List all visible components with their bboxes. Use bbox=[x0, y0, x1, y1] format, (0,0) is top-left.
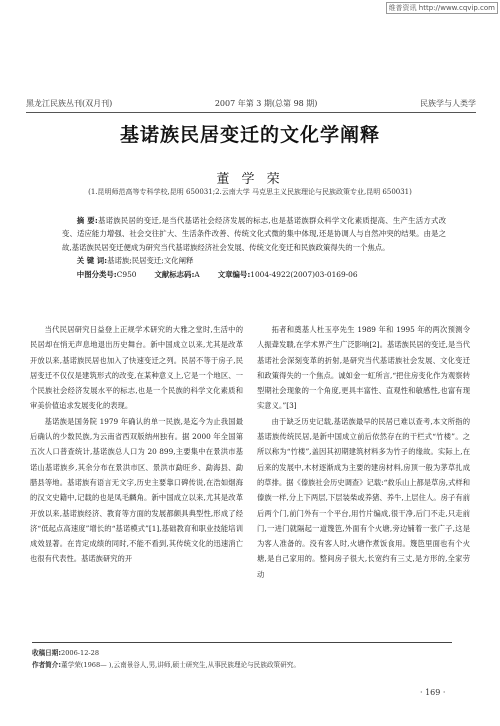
clc-value: C950 bbox=[116, 269, 137, 279]
keywords bbox=[62, 254, 446, 267]
running-header bbox=[26, 98, 476, 113]
watermark: 维普资讯 http://www.cqvip.com bbox=[386, 2, 498, 14]
classification-line bbox=[62, 268, 446, 281]
page-number: · 169 · bbox=[420, 688, 446, 697]
abstract-block bbox=[62, 214, 446, 281]
issue-info: 2007 年第 3 期(总第 98 期) bbox=[214, 99, 318, 108]
body-paragraph: 当代民居研究日益登上正规学术研究的大雅之堂时,生活中的民居却在悄无声息地退出历史舞台。新中国成立以来,尤其是改革开放以来,基诺族民居也加入了快速变迁之列。民居不等于房子,民居变迁不仅仅是建筑形式的改变,在某种意义上,它是一个地区、一个民族社会经济发展水平的标志,也是一个民族的科学文化素质和审美价值追求发展变化的表现。 bbox=[30, 325, 243, 411]
abstract bbox=[62, 214, 446, 254]
keywords-text: 基诺族;民居变迁;文化阐释 bbox=[107, 256, 194, 266]
body-paragraph: 基诺族是国务院 1979 年确认的单一民族,是迄今为止我国最后确认的少数民族,为云南省西双版纳州独有。据 2000 年全国第五次人口普查统计,基诺族总人口为 20 899,主要集中在景洪市基诺山基诺族乡,其余分布在景洪市区、景洪市勐旺乡、勐海县、勐腊县等地。基诺族有语言无文字,历史主要靠口碑传说,在浩如烟海的汉文史籍中,记载的也是凤毛麟角。新中国成立以来,尤其是改革开放以来,基诺族经济、教育等方面的发展都颇具典型性,形成了经济“低起点高速度”增长的“基诺模式”[1],基础教育和职业技能培训成效显著。在肯定成绩的同时,不能不看到,其传统文化的迅速消亡也很有代表性。基诺族研究的开 bbox=[30, 416, 243, 564]
body-columns bbox=[30, 322, 470, 640]
keywords-label: 关 键 词: bbox=[76, 256, 108, 266]
author-bio-label: 作者简介: bbox=[32, 661, 62, 669]
abstract-label: 摘 要: bbox=[76, 216, 98, 225]
author-bio-text: 董学荣(1968— ),云南景谷人,男,讲师,硕士研究生,从事民族理论与民族政策研究。 bbox=[61, 661, 300, 669]
left-column bbox=[30, 322, 243, 640]
footnote bbox=[32, 642, 452, 671]
journal-name: 黑龙江民族丛刊(双月刊) bbox=[26, 99, 113, 108]
article-title: 基诺族民居变迁的文化学阐释 bbox=[119, 124, 380, 146]
author-name: 董 学 荣 bbox=[216, 172, 284, 187]
doccode-label: 文献标志码: bbox=[154, 269, 195, 279]
clc-number bbox=[77, 268, 137, 281]
received-label: 收稿日期: bbox=[32, 649, 62, 657]
abstract-text: 基诺族民居的变迁,是当代基诺社会经济发展的标志,也是基诺族群众科学文化素质提高、生产生活方式改变、适应能力增强、社会交往扩大、生活条件改善、传统文化式微的集中体现,还是协调人与自然冲突的结果。由是之故,基诺族民居变迁便成为研究当代基诺族经济社会发展、传统文化变迁和民族政策得失的一个焦点。 bbox=[62, 216, 446, 252]
clc-label: 中图分类号: bbox=[76, 269, 117, 279]
author-bio bbox=[32, 659, 452, 671]
received-date bbox=[32, 647, 452, 659]
doccode-value: A bbox=[194, 269, 200, 279]
body-paragraph: 由于缺乏历史记载,基诺族最早的民居已难以查考,本文所指的基诺族传统民居,是新中国成立前后依然存在的干栏式“竹楼”。之所以称为“竹楼”,盖因其初期建筑材料多为竹子的缘故。实际上,在后来的发展中,木材逐渐成为主要的建房材料,房顶一般为茅草扎成的草排。据《傣族社会历史调查》记载:“救乐山上都是草房,式样和傣族一样,分上下两层,下层装柴或养猪、养牛,上层住人。房子有前后两个门,前门外有一个平台,用竹片编成,很干净,后门不走,只走前门,一进门就隔起一道篾笆,外面有个火塘,旁边铺着一张广子,这是为客人准备的。没有客人时,火塘作煮饭食用。篾笆里面也有个火塘,是自己家用的。整间房子很大,长宽约有三丈,是方形的,全家劳动 bbox=[257, 416, 470, 579]
body-paragraph: 拓者和奠基人杜玉亭先生 1989 年和 1995 年的两次预测令人振聋发聩,在学术界产生广泛影响[2]。基诺族民居的变迁,是当代基诺社会深刻变革的折射,是研究当代基诺族社会发展、文化变迁和政策得失的一个焦点。诚如金一虹所言,“把住房变化作为观察转型期社会现象的一个角度,更具丰富性、直观性和敏感性,也富有现实意义。”[3] bbox=[257, 325, 470, 411]
articleno-value: 1004-4922(2007)03-0169-06 bbox=[250, 269, 358, 279]
document-code bbox=[154, 268, 199, 281]
article-number bbox=[218, 268, 358, 281]
received-value: 2006-12-28 bbox=[61, 649, 100, 657]
right-column bbox=[257, 322, 470, 640]
author-affiliation: (1.昆明师范高等专科学校,昆明 650031;2.云南大学 马克思主义民族理论与民族政策专业,昆明 650031) bbox=[88, 188, 412, 196]
section-name: 民族学与人类学 bbox=[420, 99, 476, 108]
articleno-label: 文章编号: bbox=[217, 269, 251, 279]
